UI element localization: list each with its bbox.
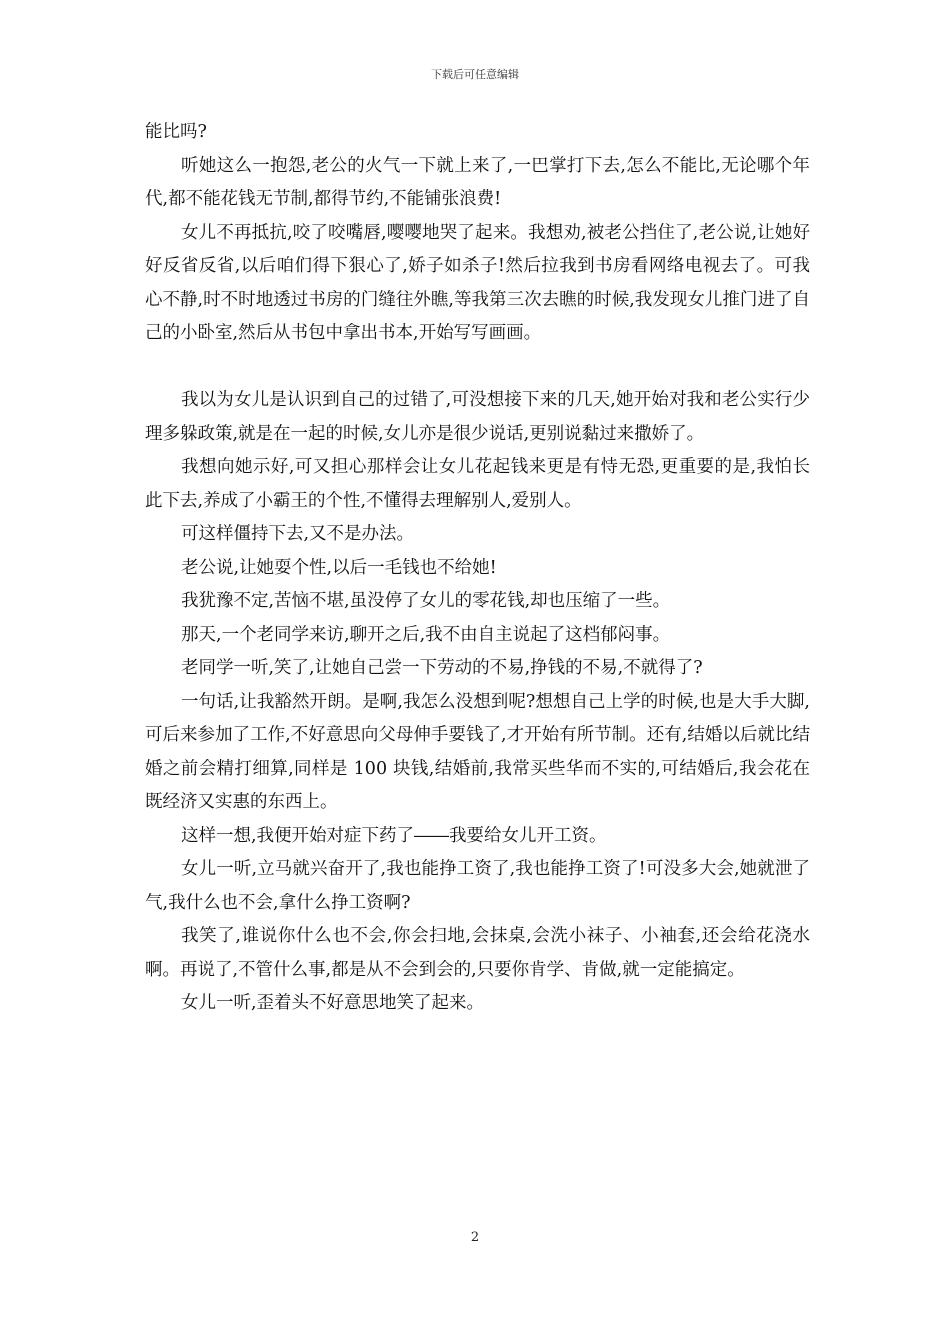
paragraph: 这样一想,我便开始对症下药了――我要给女儿开工资。 — [181, 825, 607, 846]
paragraph: 能比吗? — [145, 122, 207, 142]
paragraph: 老公说,让她耍个性,以后一毛钱也不给她! — [181, 557, 497, 578]
paragraph: 我犹豫不定,苦恼不堪,虽没停了女儿的零花钱,却也压缩了一些。 — [181, 591, 671, 611]
paragraph: 那天,一个老同学来访,聊开之后,我不由自主说起了这档郁闷事。 — [181, 624, 671, 645]
paragraph: 一句话,让我豁然开朗。是啊,我怎么没想到呢?想想自己上学的时候,也是大手大脚,可后来参加了工作,不好意思向父母伸手要钱了,才开始有所节制。还有,结婚以后就比结婚之前会精打细算,同样是 100 块钱,结婚前,我常买些华而不实的,可结婚后,我会花在既经济又实惠的东西上。 — [145, 691, 810, 812]
paragraph: 我想向她示好,可又担心那样会让女儿花起钱来更是有恃无恐,更重要的是,我怕长此下去,养成了小霸王的个性,不懂得去理解别人,爱别人。 — [145, 457, 810, 511]
paragraph: 可这样僵持下去,又不是办法。 — [181, 524, 415, 544]
paragraph: 女儿一听,歪着头不好意思地笑了起来。 — [181, 993, 485, 1013]
document-body — [145, 116, 810, 1021]
paragraph: 听她这么一抱怨,老公的火气一下就上来了,一巴掌打下去,怎么不能比,无论哪个年代,都不能花钱无节制,都得节约,不能铺张浪费! — [145, 155, 810, 209]
paragraph: 老同学一听,笑了,让她自己尝一下劳动的不易,挣钱的不易,不就得了? — [181, 658, 703, 678]
paragraph: 女儿一听,立马就兴奋开了,我也能挣工资了,我也能挣工资了!可没多大会,她就泄了气,我什么也不会,拿什么挣工资啊? — [145, 859, 810, 913]
page-number: 2 — [470, 1230, 480, 1245]
paragraph: 女儿不再抵抗,咬了咬嘴唇,嘤嘤地哭了起来。我想劝,被老公挡住了,老公说,让她好好反省反省,以后咱们得下狠心了,娇子如杀子!然后拉我到书房看网络电视去了。可我心不静,时不时地透过书房的门缝往外瞧,等我第三次去瞧的时候,我发现女儿推门进了自己的小卧室,然后从书包中拿出书本,开始写写画画。 — [145, 222, 810, 343]
paragraph: 我笑了,谁说你什么也不会,你会扫地,会抹桌,会洗小袜子、小袖套,还会给花浇水啊。再说了,不管什么事,都是从不会到会的,只要你肯学、肯做,就一定能搞定。 — [145, 926, 810, 980]
page-header: 下载后可任意编辑 — [431, 68, 519, 81]
paragraph: 我以为女儿是认识到自己的过错了,可没想接下来的几天,她开始对我和老公实行少理多躲政策,就是在一起的时候,女儿亦是很少说话,更别说黏过来撒娇了。 — [145, 390, 810, 444]
